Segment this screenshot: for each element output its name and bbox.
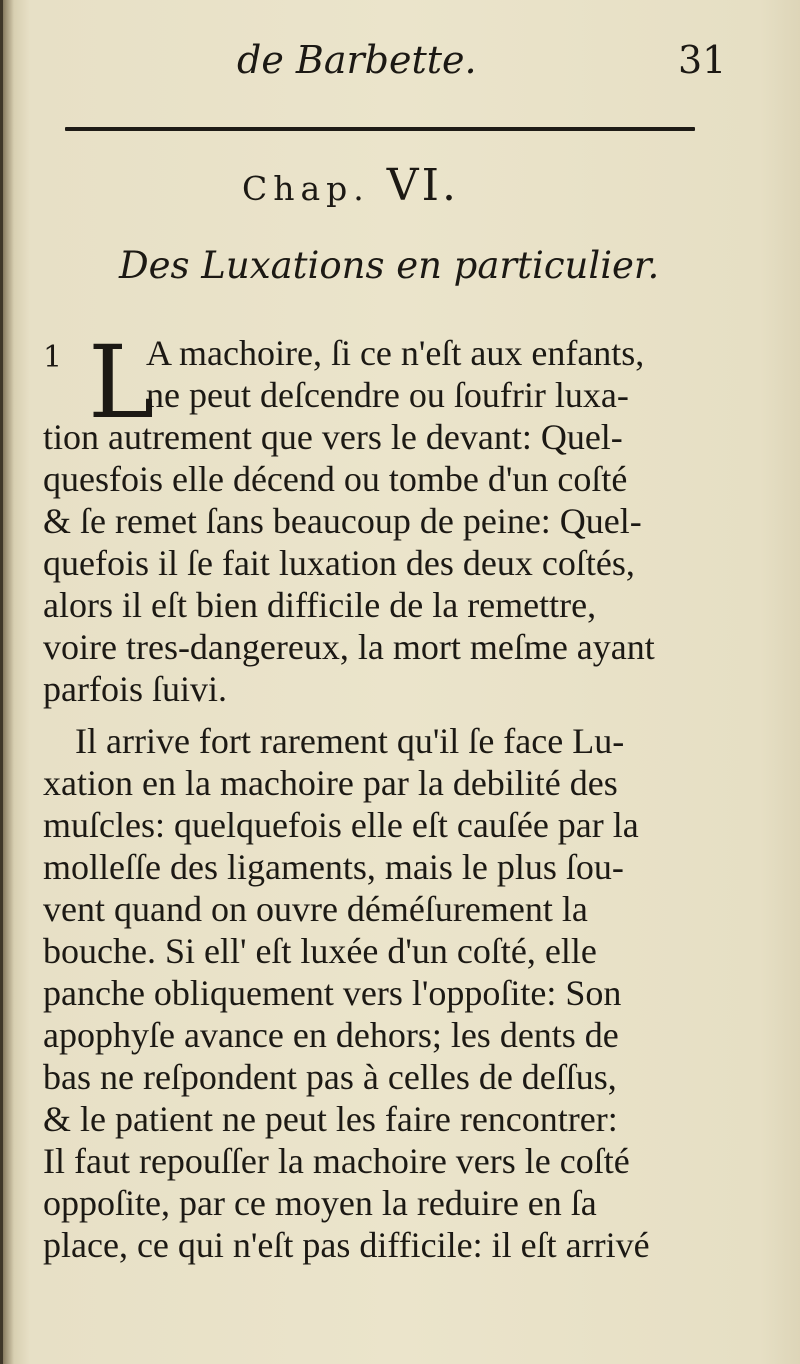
drop-capital: L — [88, 324, 155, 441]
chapter-heading — [242, 160, 459, 211]
paragraph-number: 1 — [43, 340, 63, 375]
text-line: A machoire, ſi ce n'eſt aux enfants, — [146, 333, 645, 373]
text-line: & le patient ne peut les faire rencontrer: — [43, 1099, 618, 1139]
text-line: xation en la machoire par la debilité des — [43, 763, 618, 803]
chapter-subtitle: Des Luxations en particulier. — [119, 244, 660, 287]
text-line: Il arrive fort rarement qu'il ſe face Lu- — [75, 721, 625, 761]
header-rule — [65, 127, 695, 131]
text-line: place, ce qui n'eſt pas difficile: il eſt arrivé — [43, 1225, 650, 1265]
text-line: Il faut repouſſer la machoire vers le coſté — [43, 1141, 630, 1181]
chapter-numeral: VI. — [386, 160, 459, 211]
text-line: bouche. Si ell' eſt luxée d'un coſté, elle — [43, 931, 597, 971]
text-line: alors il eſt bien difficile de la remettre, — [43, 585, 597, 625]
text-line: vent quand on ouvre déméſurement la — [43, 889, 588, 929]
text-line: & ſe remet ſans beaucoup de peine: Quel- — [43, 501, 642, 541]
text-line: quefois il ſe fait luxation des deux coſtés, — [43, 543, 635, 583]
text-line: quesfois elle décend ou tombe d'un coſté — [43, 459, 628, 499]
text-line: voire tres-dangereux, la mort meſme ayant — [43, 627, 655, 667]
text-line: panche obliquement vers l'oppoſite: Son — [43, 973, 622, 1013]
text-line: ne peut deſcendre ou ſoufrir luxa- — [146, 375, 629, 415]
text-line: tion autrement que vers le devant: Quel- — [43, 417, 623, 457]
text-line: parfois ſuivi. — [43, 669, 227, 709]
text-line: muſcles: quelquefois elle eſt cauſée par la — [43, 805, 639, 845]
chapter-label: Chap. — [242, 169, 370, 208]
text-line: apophyſe avance en dehors; les dents de — [43, 1015, 619, 1055]
page-number: 31 — [678, 38, 727, 82]
text-line: bas ne reſpondent pas à celles de deſſus, — [43, 1057, 617, 1097]
running-head: de Barbette. — [237, 38, 477, 82]
text-line: molleſſe des ligaments, mais le plus ſou- — [43, 847, 624, 887]
text-line: oppoſite, par ce moyen la reduire en ſa — [43, 1183, 597, 1223]
binding-gutter — [0, 0, 3, 1364]
